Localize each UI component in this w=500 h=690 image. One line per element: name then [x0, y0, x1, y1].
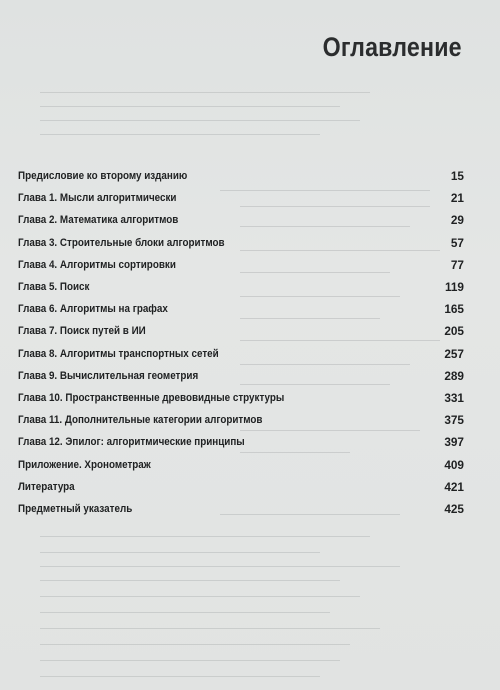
toc-entry-label: Предисловие ко второму изданию [18, 170, 188, 183]
toc-entry-label: Глава 5. Поиск [18, 281, 90, 294]
toc-entry-chapter-10[interactable] [18, 387, 464, 409]
toc-entry-label: Глава 11. Дополнительные категории алгоритмов [18, 414, 263, 427]
show-through-line [40, 120, 360, 121]
toc-entry-appendix[interactable] [18, 453, 464, 475]
page-title: Оглавление [322, 32, 462, 62]
toc-entry-label: Глава 9. Вычислительная геометрия [18, 369, 199, 382]
show-through-line [40, 612, 330, 613]
toc-entry-label: Глава 12. Эпилог: алгоритмические принципы [18, 436, 245, 449]
toc-entry-chapter-12[interactable] [18, 431, 464, 453]
toc-entry-chapter-5[interactable] [18, 276, 464, 298]
toc-entry-page: 257 [444, 346, 464, 361]
toc-entry-chapter-2[interactable] [18, 209, 464, 231]
toc-entry-page: 15 [450, 169, 464, 184]
toc-entry-page: 77 [450, 257, 464, 272]
toc-entry-page: 425 [444, 501, 464, 516]
show-through-line [40, 536, 370, 537]
toc-entry-chapter-9[interactable] [18, 365, 464, 387]
toc-entry-page: 119 [444, 280, 464, 295]
toc-entry-chapter-6[interactable] [18, 298, 464, 320]
toc-entry-page: 375 [444, 413, 464, 428]
toc-entry-label: Глава 7. Поиск путей в ИИ [18, 325, 146, 338]
toc-entry-index[interactable] [18, 498, 464, 520]
toc-entry-label: Глава 3. Строительные блоки алгоритмов [18, 236, 225, 249]
show-through-line [40, 106, 340, 107]
toc-entry-chapter-4[interactable] [18, 254, 464, 276]
toc-entry-page: 57 [450, 235, 464, 250]
toc-entry-chapter-1[interactable] [18, 187, 464, 209]
toc-entry-page: 409 [444, 457, 464, 472]
toc-entry-page: 29 [450, 213, 464, 228]
table-of-contents [18, 165, 464, 520]
show-through-line [40, 92, 370, 93]
show-through-line [40, 660, 340, 661]
show-through-line [40, 552, 320, 553]
toc-entry-page: 289 [444, 368, 464, 383]
toc-entry-chapter-11[interactable] [18, 409, 464, 431]
toc-entry-label: Глава 6. Алгоритмы на графах [18, 303, 168, 316]
toc-entry-label: Глава 4. Алгоритмы сортировки [18, 258, 176, 271]
toc-entry-chapter-7[interactable] [18, 320, 464, 342]
show-through-line [40, 134, 320, 135]
toc-entry-page: 21 [450, 191, 464, 206]
toc-entry-label: Глава 8. Алгоритмы транспортных сетей [18, 347, 219, 360]
toc-entry-bibliography[interactable] [18, 476, 464, 498]
toc-entry-label: Приложение. Хронометраж [18, 458, 151, 471]
show-through-line [40, 596, 360, 597]
toc-entry-page: 421 [444, 479, 464, 494]
toc-entry-label: Глава 2. Математика алгоритмов [18, 214, 179, 227]
toc-entry-preface[interactable] [18, 165, 464, 187]
toc-entry-page: 205 [444, 324, 464, 339]
toc-entry-chapter-8[interactable] [18, 343, 464, 365]
toc-entry-page: 397 [444, 435, 464, 450]
toc-entry-chapter-3[interactable] [18, 232, 464, 254]
toc-entry-label: Глава 10. Пространственные древовидные структуры [18, 391, 285, 404]
show-through-line [40, 676, 320, 677]
toc-entry-label: Глава 1. Мысли алгоритмически [18, 192, 177, 205]
show-through-line [40, 580, 340, 581]
toc-entry-label: Предметный указатель [18, 502, 133, 515]
show-through-line [40, 566, 400, 567]
toc-entry-page: 331 [444, 390, 464, 405]
show-through-heading [14, 38, 101, 69]
show-through-line [40, 628, 380, 629]
toc-entry-page: 165 [444, 302, 464, 317]
show-through-line [40, 644, 350, 645]
toc-entry-label: Литература [18, 480, 75, 493]
